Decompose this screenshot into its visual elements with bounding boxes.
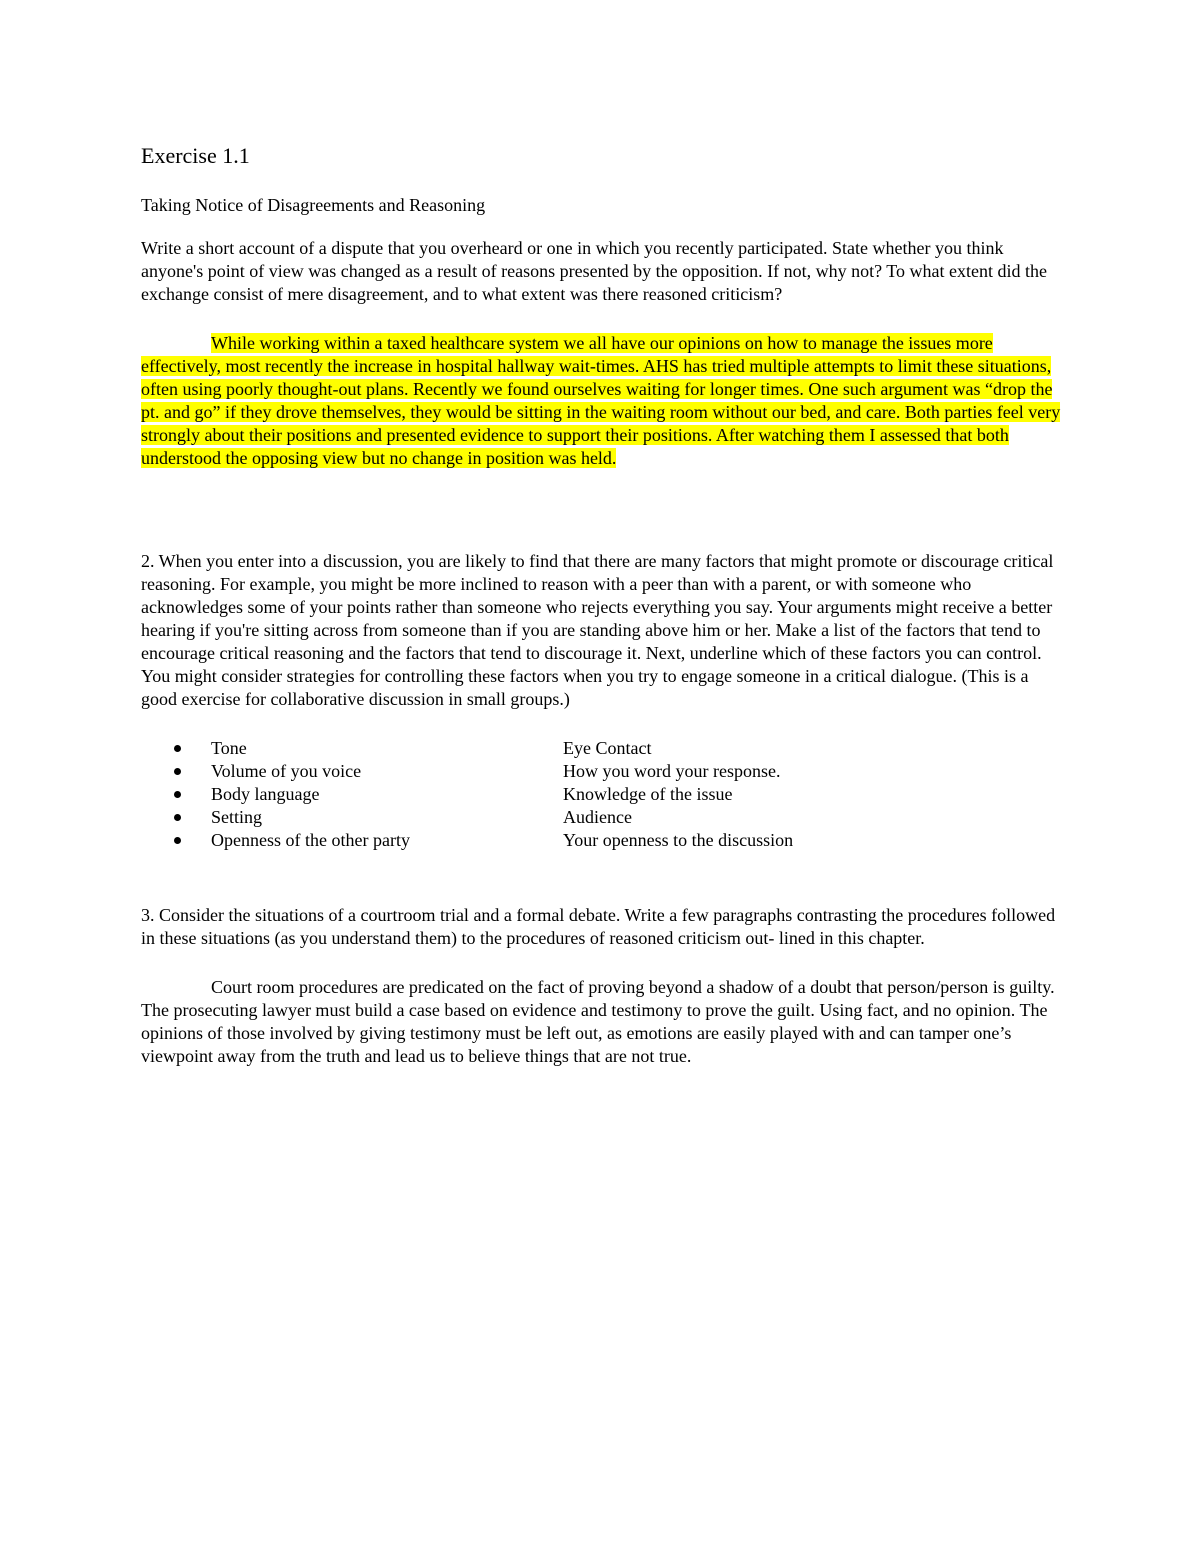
factor-row [141,829,1061,852]
factor-left: Openness of the other party [211,830,410,850]
factor-right: Eye Contact [563,738,652,758]
bullet-icon [141,760,211,783]
question-2-prompt: 2. When you enter into a discussion, you are likely to find that there are many factors that might promote or discourage critical reasoning. For example, you might be more inclined to reason with a peer than with a parent, or with someone who acknowledges some of your points rather than someone who rejects everything you say. Your arguments might receive a better hearing if you're sitting across from someone than if you are standing above him or her. Make a list of the factors that tend to encourage critical reasoning and the factors that tend to discourage it. Next, underline which of these factors you can control. You might consider strategies for controlling these factors when you try to engage someone in a critical dialogue. (This is a good exercise for collaborative discussion in small groups.) [141,551,1054,709]
factor-right: Your openness to the discussion [563,830,794,850]
factor-row [141,783,1061,806]
factor-right: Knowledge of the issue [563,784,733,804]
factor-right: Audience [563,807,632,827]
question-3-answer: Court room procedures are predicated on the fact of proving beyond a shadow of a doubt that person/person is guilty. The prosecuting lawyer must build a case based on evidence and testimony to prove the guilt. Using fact, and no opinion. The opinions of those involved by giving testimony must be left out, as emotions are easily played with and can tamper one’s viewpoint away from the truth and lead us to believe things that are not true. [141,977,1055,1066]
factors-list [141,737,1061,852]
document-body [141,142,1061,1068]
bullet-icon [141,829,211,852]
factor-right: How you word your response. [563,761,781,781]
factor-left: Volume of you voice [211,761,362,781]
bullet-icon [141,806,211,829]
question-3-prompt: 3. Consider the situations of a courtroom trial and a formal debate. Write a few paragraphs contrasting the procedures followed in these situations (as you understand them) to the procedures of reasoned criticism out- lined in this chapter. [141,905,1056,948]
exercise-subtitle: Taking Notice of Disagreements and Reasoning [141,195,486,215]
bullet-icon [141,737,211,760]
factor-row [141,806,1061,829]
bullet-icon [141,783,211,806]
question-1-prompt: Write a short account of a dispute that you overheard or one in which you recently participated. State whether you think anyone's point of view was changed as a result of reasons presented by the opposition. If not, why not? To what extent did the exchange consist of mere disagreement, and to what extent was there reasoned criticism? [141,238,1047,304]
factor-row [141,760,1061,783]
factor-row [141,737,1061,760]
exercise-title: Exercise 1.1 [141,143,250,168]
factor-left: Setting [211,807,263,827]
factor-left: Body language [211,784,320,804]
factor-left: Tone [211,738,247,758]
question-1-answer [141,332,1061,470]
highlighted-answer-text: While working within a taxed healthcare system we all have our opinions on how to manage the issues more effectively, most recently the increase in hospital hallway wait-times. AHS has tried multiple attempts to limit these situations, often using poorly thought-out plans. Recently we found ourselves waiting for longer times. One such argument was “drop the pt. and go” if they drove themselves, they would be sitting in the waiting room without our bed, and care. Both parties feel very strongly about their positions and presented evidence to support their positions. After watching them I assessed that both understood the opposing view but no change in position was held. [141,333,1061,468]
